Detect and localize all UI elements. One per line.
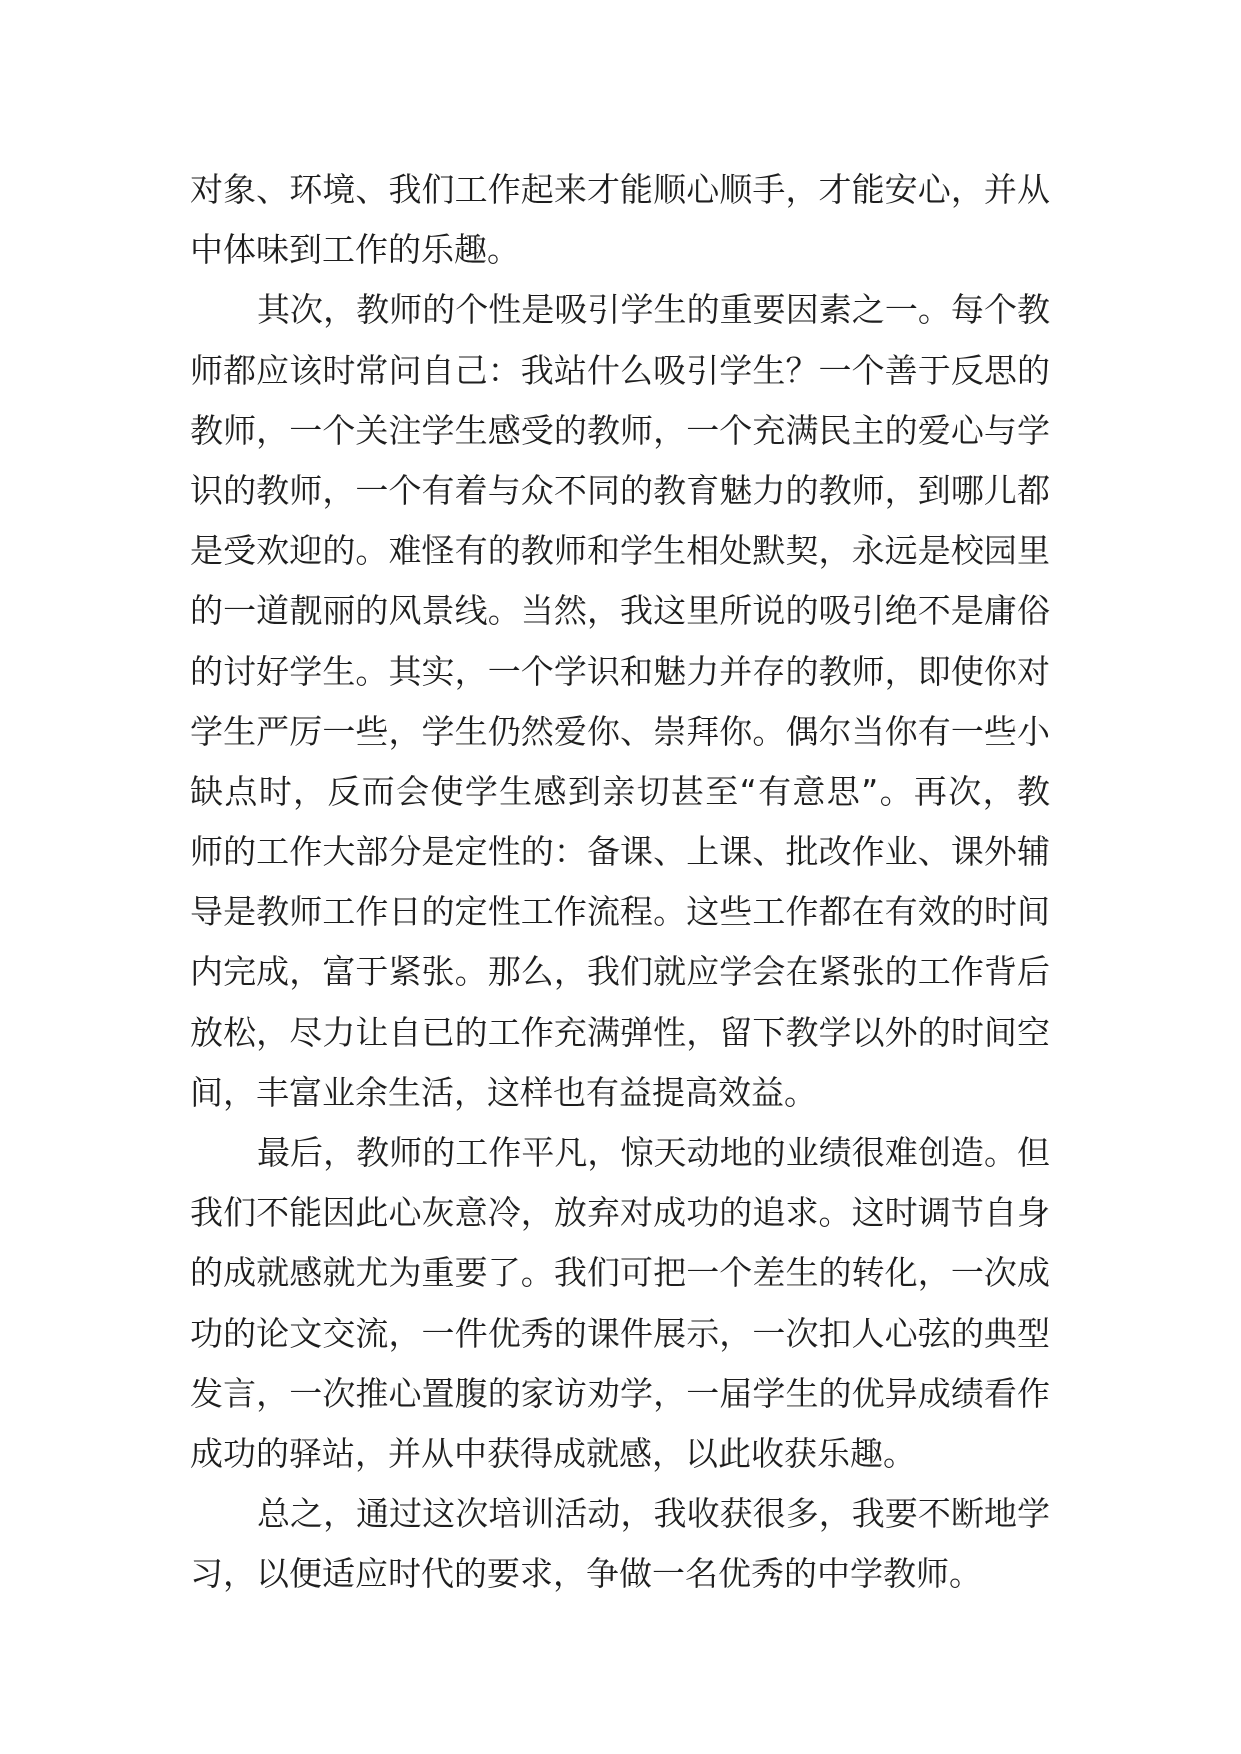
text-line: 导是教师工作日的定性工作流程。这些工作都在有效的时间: [190, 892, 1050, 932]
text-line: 发言，一次推心置腹的家访劝学，一届学生的优异成绩看作: [190, 1373, 1050, 1413]
text-line: 习，以便适应时代的要求，争做一名优秀的中学教师。: [190, 1554, 982, 1594]
text-line: 中体味到工作的乐趣。: [190, 230, 520, 270]
text-line: 我们不能因此心灰意冷，放弃对成功的追求。这时调节自身: [190, 1193, 1050, 1233]
text-line: 放松，尽力让自已的工作充满弹性，留下教学以外的时间空: [190, 1012, 1050, 1052]
text-line: 是受欢迎的。难怪有的教师和学生相处默契，永远是校园里: [190, 531, 1050, 571]
text-line: 教师，一个关注学生感受的教师，一个充满民主的爱心与学: [190, 410, 1050, 450]
text-line: 最后，教师的工作平凡，惊天动地的业绩很难创造。但: [257, 1133, 1050, 1172]
text-line: 内完成，富于紧张。那么，我们就应学会在紧张的工作背后: [190, 952, 1050, 992]
text-line: 对象、环境、我们工作起来才能顺心顺手，才能安心，并从: [190, 170, 1050, 209]
text-line: 间，丰富业余生活，这样也有益提高效益。: [190, 1072, 817, 1112]
text-line: 成功的驿站，并从中获得成就感，以此收获乐趣。: [190, 1433, 916, 1473]
text-line: 总之，通过这次培训活动，我收获很多，我要不断地学: [257, 1494, 1050, 1534]
text-line: 的成就感就尤为重要了。我们可把一个差生的转化，一次成: [190, 1253, 1050, 1293]
text-line: 师都应该时常问自己：我站什么吸引学生？一个善于反思的: [190, 350, 1050, 390]
text-line: 功的论文交流，一件优秀的课件展示，一次扣人心弦的典型: [190, 1313, 1050, 1353]
document-body: [190, 160, 1050, 1605]
text-line: 的一道靓丽的风景线。当然，我这里所说的吸引绝不是庸俗: [190, 591, 1050, 631]
text-line: 学生严厉一些，学生仍然爱你、崇拜你。偶尔当你有一些小: [190, 711, 1050, 751]
text-line: 师的工作大部分是定性的：备课、上课、批改作业、课外辅: [190, 832, 1050, 872]
text-line: 的讨好学生。其实，一个学识和魅力并存的教师，即使你对: [190, 651, 1050, 691]
text-line: 其次，教师的个性是吸引学生的重要因素之一。每个教: [257, 290, 1050, 330]
text-line: 识的教师，一个有着与众不同的教育魅力的教师，到哪儿都: [190, 470, 1050, 510]
text-line: 缺点时，反而会使学生感到亲切甚至“有意思”。再次，教: [190, 771, 1050, 811]
